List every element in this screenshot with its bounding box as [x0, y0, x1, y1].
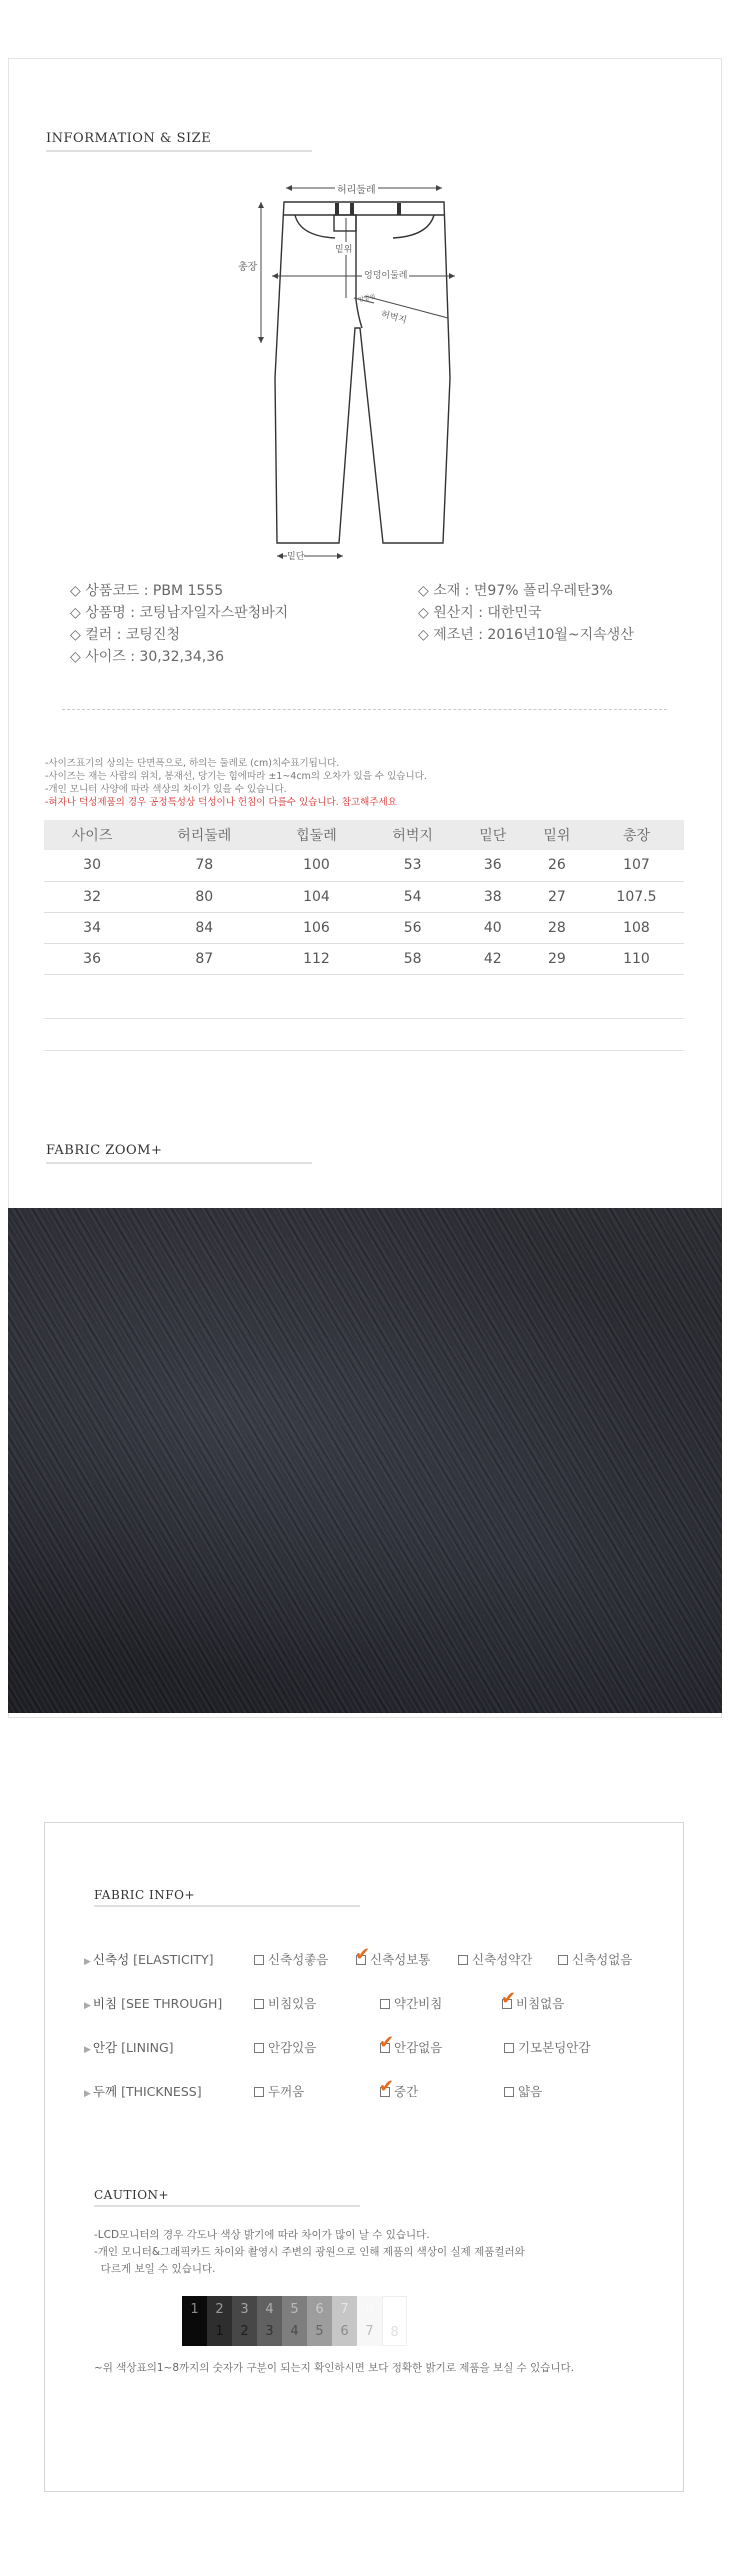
triangle-icon: ▶ — [84, 2089, 91, 2099]
checkbox[interactable] — [458, 1955, 468, 1965]
title-underline — [94, 2205, 360, 2207]
table-cell: 107.5 — [589, 881, 684, 912]
table-cell: 108 — [589, 912, 684, 943]
table-cell: 58 — [365, 943, 461, 974]
swatch-3: 3 2 — [232, 2296, 257, 2346]
header-cell: 허리둘레 — [140, 820, 268, 850]
table-row — [44, 850, 684, 881]
title-underline — [46, 1162, 312, 1164]
size-notes — [45, 757, 427, 809]
fabric-info-title: FABRIC INFO+ — [94, 1888, 195, 1902]
check-icon: ✔ — [355, 1944, 371, 1965]
table-cell: 36 — [44, 943, 140, 974]
swatch-6: 6 5 — [307, 2296, 332, 2346]
table-row — [44, 912, 684, 943]
checkbox-checked[interactable] — [379, 2076, 395, 2097]
spec-item: ◇ 소재 : 면97% 폴리우레탄3% — [418, 583, 613, 599]
fabric-zoom-title: FABRIC ZOOM+ — [46, 1143, 163, 1158]
table-cell: 28 — [525, 912, 589, 943]
triangle-icon: ▶ — [84, 1957, 91, 1967]
checkbox[interactable] — [504, 2087, 514, 2097]
triangle-icon: ▶ — [84, 2045, 91, 2055]
table-cell: 40 — [461, 912, 525, 943]
header-cell: 힙둘레 — [268, 820, 364, 850]
table-cell: 32 — [44, 881, 140, 912]
table-cell: 36 — [461, 850, 525, 881]
option-elasticity-good[interactable]: 신축성좋음 — [254, 1950, 328, 1968]
size-table-header — [44, 820, 684, 850]
table-cell: 42 — [461, 943, 525, 974]
spec-item: ◇ 제조년 : 2016년10월~지속생산 — [418, 627, 634, 643]
checkbox[interactable] — [558, 1955, 568, 1965]
option-lining-no[interactable]: ✔ 안감없음 — [379, 2032, 443, 2055]
table-divider — [44, 1018, 684, 1019]
option-see-through-slight[interactable]: 약간비침 — [380, 1994, 442, 2012]
table-cell: 56 — [365, 912, 461, 943]
table-cell: 53 — [365, 850, 461, 881]
table-cell: 107 — [589, 850, 684, 881]
spec-item: ◇ 원산지 : 대한민국 — [418, 605, 542, 621]
option-see-through-yes[interactable]: 비침있음 — [254, 1994, 316, 2012]
check-icon: ✔ — [501, 1988, 517, 2009]
option-lining-yes[interactable]: 안감있음 — [254, 2038, 316, 2056]
header-cell: 밑단 — [461, 820, 525, 850]
header-cell: 사이즈 — [44, 820, 140, 850]
option-elasticity-normal[interactable]: ✔ 신축성보통 — [355, 1944, 431, 1967]
checkbox-checked[interactable] — [355, 1944, 371, 1965]
checkbox-checked[interactable] — [379, 2032, 395, 2053]
spec-item: ◇ 상품코드 : PBM 1555 — [70, 583, 224, 599]
caution-line: -개인 모니터&그래픽카드 차이와 촬영시 주변의 광원으로 인해 제품의 색상이 실제 제품컬러와 — [94, 2246, 525, 2258]
caution-line: -LCD모니터의 경우 각도나 색상 밝기에 따라 차이가 많이 날 수 있습니다. — [94, 2229, 430, 2241]
table-divider — [44, 1050, 684, 1051]
swatch-7: 7 6 — [332, 2296, 357, 2346]
swatch-4: 4 3 — [257, 2296, 282, 2346]
table-cell: 112 — [268, 943, 364, 974]
option-thickness-thick[interactable]: 두꺼움 — [254, 2082, 304, 2100]
option-lining-fleece[interactable]: 기모본딩안감 — [504, 2038, 590, 2056]
checkbox[interactable] — [254, 2087, 264, 2097]
check-icon: ✔ — [379, 2076, 395, 2097]
checkbox[interactable] — [254, 1999, 264, 2009]
checkbox[interactable] — [504, 2043, 514, 2053]
fabric-info-label: 두께 — [92, 2084, 118, 2099]
checkbox[interactable] — [254, 2043, 264, 2053]
caution-footer: ~위 색상표의1~8까지의 숫자가 구분이 되는지 확인하시면 보다 정확한 밝기로 제품을 보실 수 있습니다. — [94, 2362, 575, 2374]
fabric-zoom-image — [8, 1208, 722, 1713]
table-cell: 100 — [268, 850, 364, 881]
title-underline — [94, 1905, 360, 1907]
header-cell: 밑위 — [525, 820, 589, 850]
label-hip: 엉덩이둘레 — [362, 268, 409, 281]
table-cell: 30 — [44, 850, 140, 881]
label-waist: 허리둘레 — [335, 181, 378, 196]
table-cell: 54 — [365, 881, 461, 912]
table-row — [44, 943, 684, 974]
option-see-through-none[interactable]: ✔ 비침없음 — [501, 1988, 565, 2011]
note-line-warning: -혀자나 덕성제품의 경우 공정특성상 덕성이나 헌침이 다를수 있습니다. 참고해주세요 — [45, 797, 397, 808]
swatch-9: 8 — [382, 2296, 407, 2346]
fabric-info-label-en: [LINING] — [121, 2040, 174, 2055]
table-cell: 110 — [589, 943, 684, 974]
table-cell: 34 — [44, 912, 140, 943]
checkbox-checked[interactable] — [501, 1988, 517, 2009]
information-size-title: INFORMATION & SIZE — [46, 131, 212, 146]
note-line: -사이즈표기의 상의는 단면폭으로, 하의는 둘레로 (cm)치수표기됩니다. — [45, 758, 340, 769]
spec-list-right — [418, 580, 634, 646]
fabric-info-box — [44, 1822, 684, 2492]
note-line: -개인 모니터 사양에 따라 색상의 차이가 있을 수 있습니다. — [45, 784, 287, 795]
title-underline — [46, 150, 312, 152]
table-cell: 29 — [525, 943, 589, 974]
spec-item: ◇ 사이즈 : 30,32,34,36 — [70, 649, 225, 665]
label-total-length: 총장 — [238, 258, 257, 273]
table-cell: 84 — [140, 912, 268, 943]
brightness-swatches — [182, 2296, 407, 2346]
table-cell: 87 — [140, 943, 268, 974]
size-table — [44, 820, 684, 975]
dashed-divider — [62, 709, 667, 710]
fabric-info-label: 신축성 — [92, 1952, 130, 1967]
fabric-info-label: 비침 — [92, 1996, 118, 2011]
fabric-info-label: 안감 — [92, 2040, 118, 2055]
label-hem: 밑단 — [287, 549, 304, 562]
triangle-icon: ▶ — [84, 2001, 91, 2011]
fabric-info-label-en: [ELASTICITY] — [133, 1952, 214, 1967]
fabric-info-label-en: [THICKNESS] — [121, 2084, 202, 2099]
table-cell: 106 — [268, 912, 364, 943]
option-thickness-thin[interactable]: 얇음 — [504, 2082, 542, 2100]
label-inseam: 안밑위 — [357, 293, 377, 304]
caution-title: CAUTION+ — [94, 2188, 170, 2202]
swatch-2: 2 1 — [207, 2296, 232, 2346]
swatch-8: 8 7 — [357, 2296, 382, 2346]
option-elasticity-none[interactable]: 신축성없음 — [558, 1950, 632, 1968]
check-icon: ✔ — [379, 2032, 395, 2053]
table-cell: 78 — [140, 850, 268, 881]
fabric-info-label-en: [SEE THROUGH] — [121, 1996, 223, 2011]
spec-item: ◇ 컬러 : 코팅진청 — [70, 627, 180, 643]
spec-item: ◇ 상품명 : 코팅남자일자스판청바지 — [70, 605, 289, 621]
table-cell: 80 — [140, 881, 268, 912]
caution-line: 다르게 보일 수 있습니다. — [94, 2263, 216, 2275]
option-thickness-medium[interactable]: ✔ 중간 — [379, 2076, 419, 2099]
swatch-5: 5 4 — [282, 2296, 307, 2346]
checkbox[interactable] — [380, 1999, 390, 2009]
caution-text — [94, 2227, 525, 2278]
spec-list-left — [70, 580, 288, 668]
table-cell: 26 — [525, 850, 589, 881]
table-row — [44, 881, 684, 912]
label-thigh: 허벅지 — [380, 307, 409, 326]
pants-diagram — [250, 178, 460, 578]
header-cell: 허벅지 — [365, 820, 461, 850]
label-rise: 밑위 — [335, 242, 352, 255]
table-cell: 104 — [268, 881, 364, 912]
note-line: -사이즈는 재는 사람의 위치, 봉재선, 당기는 힘에따라 ±1~4cm의 오차가 있을 수 있습니다. — [45, 771, 427, 782]
option-elasticity-slight[interactable]: 신축성약간 — [458, 1950, 532, 1968]
swatch-1: 1 — [182, 2296, 207, 2346]
table-cell: 27 — [525, 881, 589, 912]
checkbox[interactable] — [254, 1955, 264, 1965]
table-cell: 38 — [461, 881, 525, 912]
header-cell: 총장 — [589, 820, 684, 850]
